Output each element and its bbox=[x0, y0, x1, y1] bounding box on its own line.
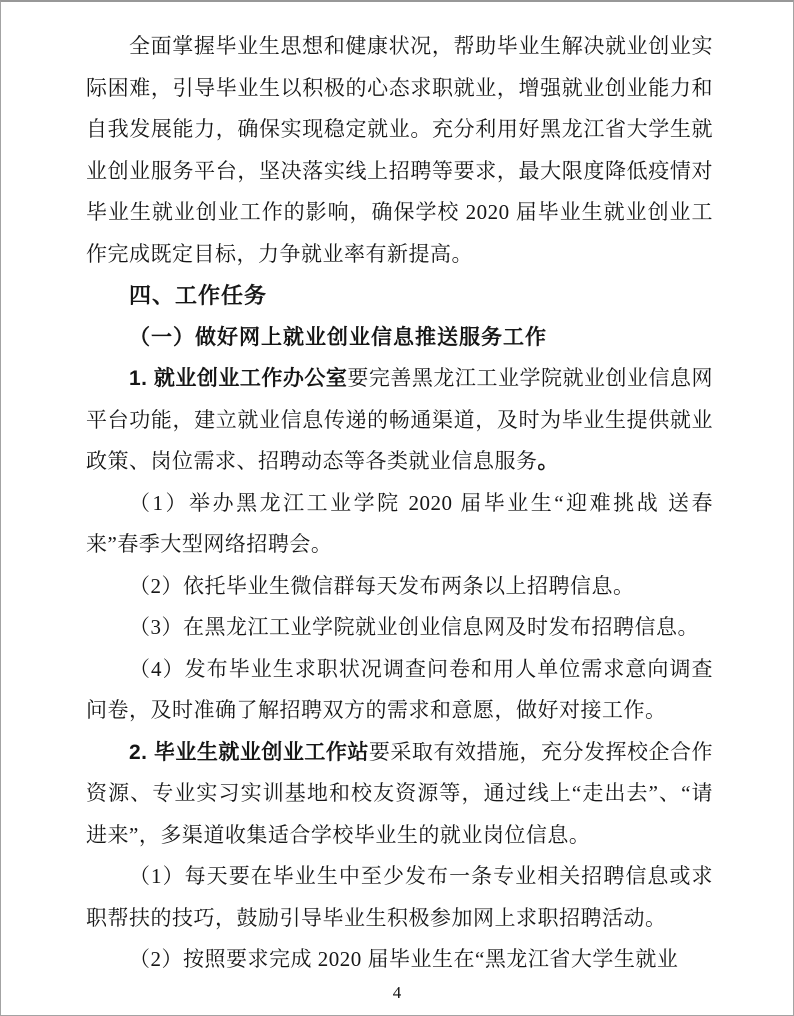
subsection-heading-one bbox=[86, 317, 713, 359]
text-run: 要完善黑龙江工业学院就业创业信息网平台功能，建立就业信息传递的畅通渠道，及时为毕业生提供就业政策、岗位需求、招聘动态等各类就业信息服务 bbox=[86, 366, 713, 473]
page-number: 4 bbox=[392, 983, 402, 1002]
paragraph-item-1-1 bbox=[86, 483, 713, 566]
text-run: （一）做好网上就业创业信息推送服务工作 bbox=[129, 324, 547, 349]
bold-text-run: 1. 就业创业工作办公室 bbox=[129, 367, 348, 390]
text-run: （4）发布毕业生求职状况调查问卷和用人单位需求意向调查问卷，及时准确了解招聘双方的需求和意愿，做好对接工作。 bbox=[86, 656, 713, 722]
paragraph-item-2-1 bbox=[86, 856, 713, 939]
text-run: （2）按照要求完成 2020 届毕业生在“黑龙江省大学生就业 bbox=[129, 947, 679, 971]
document-body bbox=[86, 26, 713, 981]
bold-text-run: 2. 毕业生就业创业工作站 bbox=[129, 740, 369, 764]
text-run: 全面掌握毕业生思想和健康状况，帮助毕业生解决就业创业实际困难，引导毕业生以积极的心态求职就业，增强就业创业能力和自我发展能力，确保实现稳定就业。充分利用好黑龙江省大学生就业创业服务平台，坚决落实线上招聘等要求，最大限度降低疫情对毕业生就业创业工作的影响，确保学校 2020 届毕业生就业创业工作完成既定目标，力争就业率有新提高。 bbox=[86, 34, 713, 266]
bold-text-run: 。 bbox=[537, 449, 559, 473]
text-run: （3）在黑龙江工业学院就业创业信息网及时发布招聘信息。 bbox=[129, 615, 699, 639]
text-run: （2）依托毕业生微信群每天发布两条以上招聘信息。 bbox=[129, 573, 635, 598]
text-run: 四、工作任务 bbox=[129, 283, 268, 308]
paragraph-task-2-station bbox=[86, 732, 713, 857]
text-run: （1）举办黑龙江工业学院 2020 届毕业生“迎难挑战 送春来”春季大型网络招聘会。 bbox=[86, 490, 713, 556]
paragraph-item-2-2 bbox=[86, 939, 713, 981]
paragraph-item-1-3 bbox=[86, 607, 713, 649]
text-run: （1）每天要在毕业生中至少发布一条专业相关招聘信息或求职帮扶的技巧，鼓励引导毕业生积极参加网上求职招聘活动。 bbox=[86, 864, 713, 930]
paragraph-task-1-office bbox=[86, 358, 713, 483]
paragraph-overview bbox=[86, 26, 713, 275]
section-heading-four bbox=[86, 275, 713, 317]
paragraph-item-1-2 bbox=[86, 566, 713, 608]
paragraph-item-1-4 bbox=[86, 649, 713, 732]
text-run: 要采取有效措施，充分发挥校企合作资源、专业实习实训基地和校友资源等，通过线上“走出去”、“请进来”，多渠道收集适合学校毕业生的就业岗位信息。 bbox=[86, 739, 714, 847]
